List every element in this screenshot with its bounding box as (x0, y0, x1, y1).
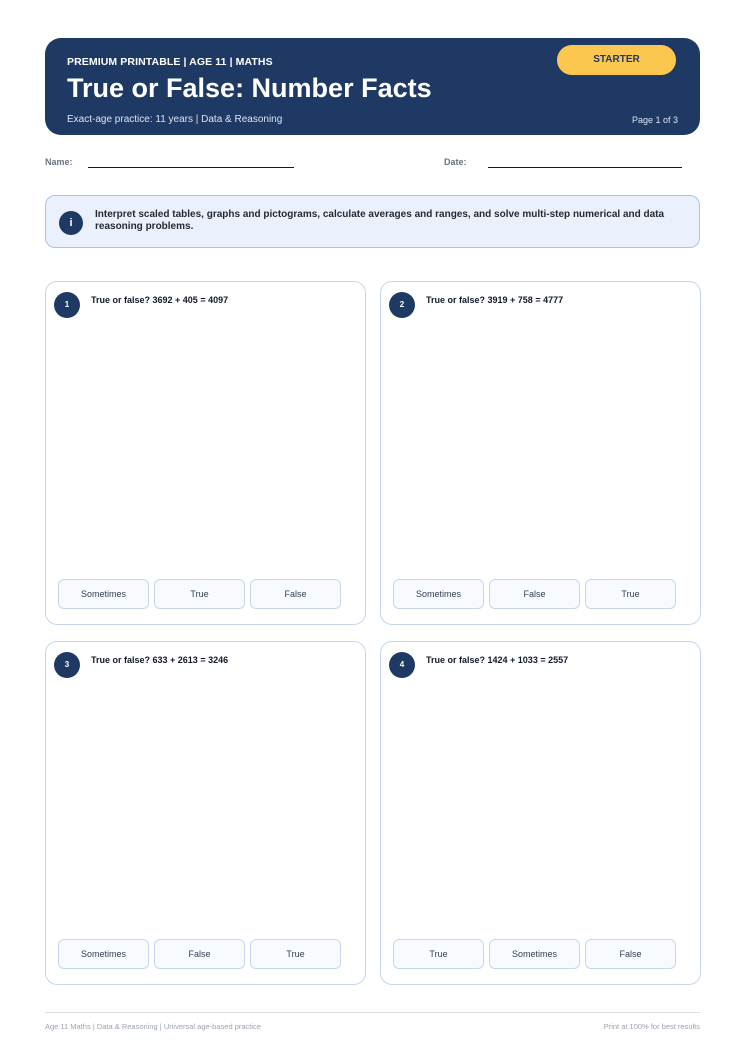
question-text: True or false? 3692 + 405 = 4097 (91, 295, 229, 305)
answer-option[interactable]: Sometimes (393, 579, 484, 609)
question-text: True or false? 3919 + 758 = 4777 (426, 295, 564, 305)
question-card-2 (380, 281, 701, 625)
question-text: True or false? 633 + 2613 = 3246 (91, 655, 229, 665)
page-number: Page 1 of 3 (631, 115, 678, 125)
info-icon: i (59, 211, 83, 235)
question-card-3 (45, 641, 366, 985)
footer-divider (45, 1012, 700, 1013)
answer-option[interactable]: Sometimes (489, 939, 580, 969)
name-label: Name: (45, 157, 73, 167)
question-card-1 (45, 281, 366, 625)
question-number: 3 (54, 652, 80, 678)
answer-option[interactable]: Sometimes (58, 939, 149, 969)
answer-option[interactable]: False (585, 939, 676, 969)
date-line[interactable] (488, 167, 682, 168)
level-badge: STARTER (557, 45, 676, 75)
question-number: 2 (389, 292, 415, 318)
answer-option[interactable]: True (393, 939, 484, 969)
name-line[interactable] (88, 167, 294, 168)
header-kicker: PREMIUM PRINTABLE | AGE 11 | MATHS (67, 56, 273, 68)
footer-text: Age 11 Maths | Data & Reasoning | Universal age-based practice (45, 1022, 261, 1031)
question-text: True or false? 1424 + 1033 = 2557 (426, 655, 569, 665)
print-note: Print at 100% for best results (603, 1022, 700, 1031)
question-number: 1 (54, 292, 80, 318)
answer-option[interactable]: False (250, 579, 341, 609)
question-card-4 (380, 641, 701, 985)
header-subtitle: Exact-age practice: 11 years | Data & Reasoning (67, 114, 283, 125)
instructions-box (45, 195, 700, 248)
answer-option[interactable]: False (154, 939, 245, 969)
answer-option[interactable]: True (154, 579, 245, 609)
page-title: True or False: Number Facts (67, 73, 432, 103)
answer-option[interactable]: Sometimes (58, 579, 149, 609)
question-number: 4 (389, 652, 415, 678)
answer-option[interactable]: False (489, 579, 580, 609)
answer-option[interactable]: True (585, 579, 676, 609)
worksheet-header (45, 38, 700, 135)
instructions-text: Interpret scaled tables, graphs and pictograms, calculate averages and ranges, and solve multi-step numerical and data reasoning problems. (95, 209, 665, 232)
answer-option[interactable]: True (250, 939, 341, 969)
date-label: Date: (444, 157, 467, 167)
